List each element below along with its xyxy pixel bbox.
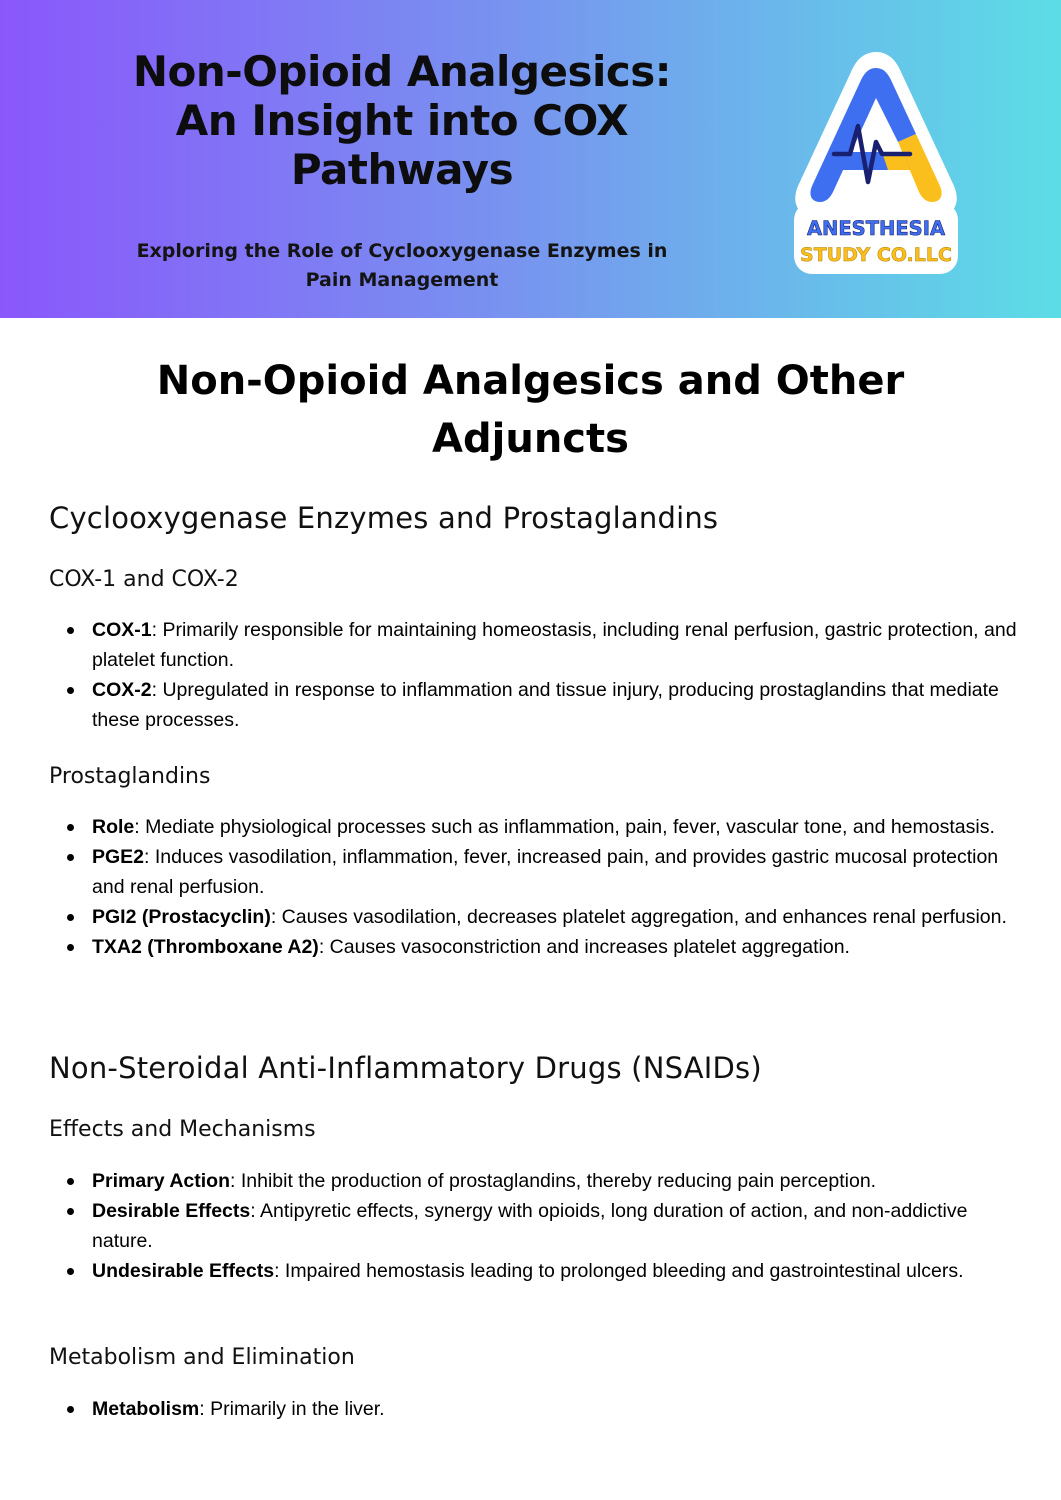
bullet-text: : Causes vasodilation, decreases platelet aggregation, and enhances renal perfusion. [270, 906, 1007, 928]
bullet-text: : Primarily in the liver. [199, 1398, 385, 1420]
subtitle-line: Exploring the Role of Cyclooxygenase Enzymes in [136, 240, 668, 262]
subsection-heading-metabolism: Metabolism and Elimination [49, 1345, 355, 1370]
list-item [92, 842, 1017, 902]
main-title-line: Non-Opioid Analgesics and Other [156, 358, 905, 404]
bullet-text: : Mediate physiological processes such as inflammation, pain, fever, vascular tone, and hemostasis. [134, 816, 995, 838]
bullet-term: PGE2 [92, 846, 145, 868]
list-item [92, 675, 1017, 735]
bullet-term: TXA2 (Thromboxane A2) [92, 936, 319, 958]
bullet-text: : Causes vasoconstriction and increases platelet aggregation. [318, 936, 850, 958]
bullet-term: COX-2 [92, 679, 152, 701]
document-subtitle [90, 237, 714, 295]
bullet-text: : Impaired hemostasis leading to prolonged bleeding and gastrointestinal ulcers. [274, 1260, 964, 1282]
bullet-text: : Inhibit the production of prostaglandins, thereby reducing pain perception. [230, 1170, 877, 1192]
bullet-term: Primary Action [92, 1170, 230, 1192]
subsection-heading-effects: Effects and Mechanisms [49, 1117, 316, 1142]
bullet-term: Metabolism [92, 1398, 200, 1420]
bullet-list-prostaglandins [92, 812, 1017, 962]
section-main-title [60, 352, 1001, 468]
header-banner [0, 0, 1061, 318]
bullet-text: : Antipyretic effects, synergy with opioids, long duration of action, and non-addictive nature. [92, 1200, 968, 1252]
section-heading-cox-prostaglandins: Cyclooxygenase Enzymes and Prostaglandins [49, 501, 719, 535]
bullet-list-metabolism [92, 1394, 1017, 1424]
list-item [92, 1394, 1017, 1424]
title-line: Pathways [290, 145, 514, 194]
bullet-term: Desirable Effects [92, 1200, 251, 1222]
list-item [92, 1256, 1017, 1286]
anesthesia-study-logo [786, 46, 966, 276]
title-line: Non-Opioid Analgesics: [132, 47, 672, 96]
bullet-term: COX-1 [92, 619, 152, 641]
list-item [92, 902, 1017, 932]
main-title-line: Adjuncts [432, 416, 629, 462]
bullet-text: : Primarily responsible for maintaining homeostasis, including renal perfusion, gastric protection, and platelet function. [92, 619, 1017, 671]
list-item [92, 1166, 1017, 1196]
subtitle-line: Pain Management [305, 269, 499, 291]
bullet-text: : Induces vasodilation, inflammation, fever, increased pain, and provides gastric mucosal protection and renal perfusion. [92, 846, 999, 898]
logo-text-line2: STUDY CO.LLC [800, 244, 952, 266]
document-title [40, 47, 764, 194]
bullet-term: PGI2 (Prostacyclin) [92, 906, 271, 928]
bullet-list-effects [92, 1166, 1017, 1286]
list-item [92, 615, 1017, 675]
subsection-heading-cox1-cox2: COX-1 and COX-2 [49, 567, 239, 592]
list-item [92, 932, 1017, 962]
subsection-heading-prostaglandins: Prostaglandins [49, 764, 211, 789]
logo-text-line1: ANESTHESIA [806, 217, 946, 240]
bullet-term: Undesirable Effects [92, 1260, 275, 1282]
list-item [92, 1196, 1017, 1256]
section-heading-nsaids: Non-Steroidal Anti-Inflammatory Drugs (NSAIDs) [49, 1051, 762, 1085]
title-line: An Insight into COX [175, 96, 629, 145]
bullet-list-cox [92, 615, 1017, 735]
list-item [92, 812, 1017, 842]
bullet-text: : Upregulated in response to inflammation and tissue injury, producing prostaglandins that mediate these processes. [92, 679, 999, 731]
bullet-term: Role [92, 816, 135, 838]
